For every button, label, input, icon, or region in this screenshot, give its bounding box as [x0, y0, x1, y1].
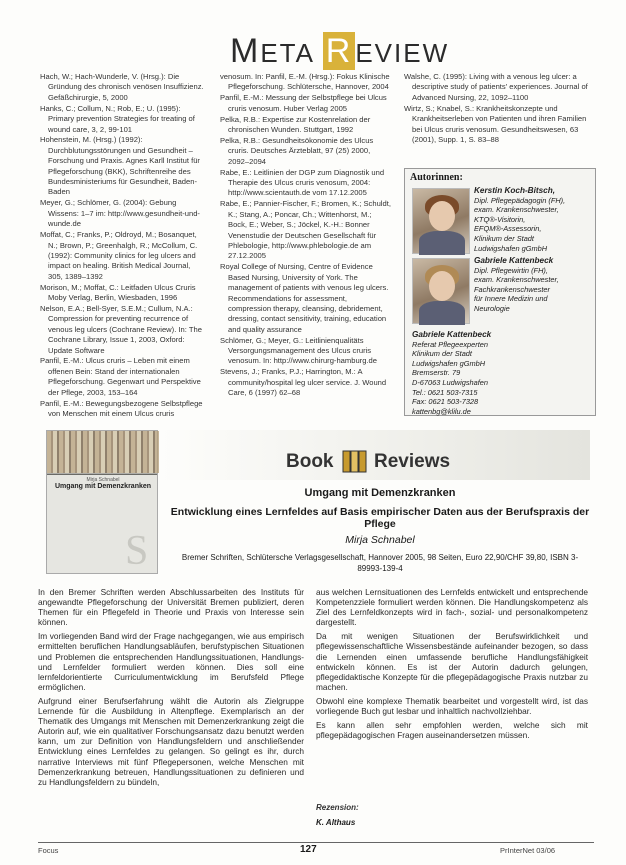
footer-journal-issue: PrInterNet 03/06 — [500, 846, 556, 855]
reference-entry: venosum. In: Panfil, E.-M. (Hrsg.): Fokus Klinische Pflegeforschung. Schlütersche, Hannover, 2004 — [220, 72, 390, 92]
review-subtitle: Entwicklung eines Lernfeldes auf Basis empirischer Daten aus der Berufspraxis der Pflege — [170, 506, 590, 530]
address-line: Tel.: 0621 503-7315 — [412, 387, 478, 397]
reference-entry: Panfil, E.-M.: Messung der Selbstpflege bei Ulcus cruris venosum. Huber Verlag 2005 — [220, 93, 387, 113]
author-1-line: Dipl. Pflegepädagogin (FH), — [474, 195, 566, 205]
logo-text-eview: EVIEW — [355, 38, 450, 68]
review-paragraph: In den Bremer Schriften werden Abschlussarbeiten des Instituts für angewandte Pflegeforschung der Universität Bremen publiziert, deren Themen für ein Pflegefeld in Theorie und Praxis von Interesse sein können. — [38, 587, 304, 628]
authors-heading: Autorinnen: — [410, 172, 463, 183]
reference-entry: Pelka, R.B.: Expertise zur Kostenrelation der chronischen Wunden. Stuttgart, 1992 — [220, 114, 371, 135]
journal-section-logo — [230, 32, 449, 71]
reference-entry: Meyer, G.; Schlömer, G. (2004): Gebung Wissens: 1–7 im: http://www.gesundheit-und-wunde.de — [40, 198, 200, 229]
book-cover-letter: S — [125, 528, 149, 574]
reference-entry: Panfil, E.-M.: Ulcus cruris – Leben mit einem offenen Bein: Stand der internationalen Pflegeforschung. Gegenwart und Perspektive der Pflege, 2003, 153–164 — [40, 356, 201, 397]
review-publication-info: Bremer Schriften, Schlütersche Verlagsgesellschaft, Hannover 2005, 98 Seiten, Euro 22,90/CHF 39,80, ISBN 3-89993-139-4 — [181, 553, 579, 573]
reviewer-name: K. Althaus — [316, 818, 356, 827]
reference-entry: Wirtz, S.; Knabel, S.: Krankheitskonzepte und Krankheitserleben von Patienten und ihren Familien bei Ulcus cruris venosum. Gesundheitswesen, 63 (2001), Supp. 1, S. 83–88 — [404, 103, 587, 144]
author-1-line: KTQ®-Visitorin, — [474, 214, 526, 224]
logo-letter-m: M — [230, 32, 261, 70]
author-photo-2 — [412, 258, 470, 324]
references-column-2 — [220, 72, 392, 398]
book-cover-image — [46, 430, 158, 574]
logo-text-eta: ETA — [260, 38, 314, 68]
email-link[interactable]: kattenbg@klilu.de — [412, 406, 471, 416]
section-label-reviews: Reviews — [374, 451, 451, 472]
author-2-name: Gabriele Kattenbeck — [474, 256, 554, 265]
author-1-line: EFQM®-Assessorin, — [474, 224, 542, 234]
review-paragraph: Im vorliegenden Band wird der Frage nachgegangen, wie aus empirisch ermittelten beruflichen Handlungsabläufen, berufstypischen Situationen und Problemen die entsprechenden Handlungssituationen, Handlungs- und Lernfelder formuliert werden können. Dies soll eine lernfeldorientierte Curriculumentwicklung im Berufsfeld Pflege ermöglichen. — [38, 631, 304, 692]
footer-section-name: Focus — [38, 846, 59, 855]
reference-entry: Moffat, C.; Franks, P.; Oldroyd, M.; Bosanquet, N.; Brown, P.; Greenhalgh, R.; McCollum, C. (1992): Community clinics for leg ulcers and impact on healing. British Medical Journal, 305, 1389–1392 — [40, 230, 198, 281]
address-line: Fax: 0621 503-7328 — [412, 397, 479, 407]
book-cover-author: Mirja Schnabel — [86, 477, 120, 483]
reference-entry: Rabe, E.: Leitlinien der DGP zum Diagnostik und Therapie des Ulcus cruris venosum, 2004: http://www.scientauth.de vom 17.12.2005 — [220, 167, 385, 198]
logo-letter-r: R — [323, 32, 356, 70]
review-body-column-2 — [316, 587, 588, 787]
reference-entry: Schlömer, G.; Meyer, G.: Leitlinienqualitäts Versorgungsmanagement des Ulcus cruris venosum. In: http://www.chirurg-hamburg.de — [220, 335, 377, 366]
author-2-line: exam. Krankenschwester, — [474, 275, 559, 285]
book-icon — [342, 449, 368, 473]
reference-entry: Stevens, J.; Franks, P.J.; Harrington, M.: A community/hospital leg ulcer service. J. Wound Care, 6 (1997) 62–68 — [220, 367, 387, 398]
author-1-name: Kerstin Koch-Bitsch, — [474, 186, 555, 195]
author-photo-1 — [412, 188, 470, 254]
review-title: Umgang mit Demenzkranken — [304, 487, 456, 499]
reference-entry: Hach, W.; Hach-Wunderle, V. (Hrsg.): Die Gründung des chronisch venösen Insuffizienz. Gefäßchirurgie, 5, 2000 — [40, 72, 204, 102]
address-line: Klinikum der Stadt — [412, 349, 472, 359]
book-cover-title: Umgang mit Demenzkranken — [54, 483, 152, 490]
contact-address — [412, 330, 592, 416]
author-2-info — [474, 256, 592, 314]
reference-entry: Hanks, C.; Collum, N.; Rob, E.; U. (1995): Primary prevention Strategies for treating of wound care, 3, 2, 99-101 — [40, 103, 195, 134]
page-number: 127 — [300, 844, 317, 855]
bookshelf-graphic — [47, 431, 159, 473]
reviewer-label: Rezension: — [316, 803, 359, 812]
reference-entry: Hohenstein, M. (Hrsg.) (1992): Durchblutungsstörungen und Gesundheit – Forschung und Praxis. Agnes Karll Institut für Pflegeforschung (BKK), Schriftenreihe des Bundesministeriums für Gesundheit, Baden-Baden — [40, 135, 200, 197]
address-line: Gabriele Kattenbeck — [412, 330, 492, 339]
reference-entry: Walshe, C. (1995): Living with a venous leg ulcer: a descriptive study of patients' experiences. Journal of Advanced Nursing, 22, 1092–1100 — [404, 72, 588, 102]
review-body-column-1 — [38, 587, 304, 835]
address-line: D-67063 Ludwigshafen — [412, 377, 489, 387]
review-paragraph: aus welchen Lernsituationen des Lernfelds entwickelt und entsprechende Kompetenzziele formuliert werden können. Die Handlungskompetenz als Ziel des Lernfeldkonzepts wird in fach-, sozial- und personalkompetenz dargestellt. — [316, 587, 588, 628]
review-paragraph: Es kann allen sehr empfohlen werden, welche sich mit pflegepädagogischen Fragen auseinandersetzen müssen. — [316, 720, 588, 741]
references-column-1 — [40, 72, 206, 418]
review-paragraph: Obwohl eine komplexe Thematik bearbeitet und vorgestellt wird, ist das vorliegende Buch gut lesbar und inhaltlich nachvollziehbar. — [316, 695, 588, 717]
reference-entry: Rabe, E.; Pannier-Fischer, F.; Bromen, K.; Schuldt, K.; Stang, A.; Poncar, Ch.; Wittenhorst, M.; Bock, E.; Weber, S.; Jöckel, K.-H.: Bonner Venenstudie der Deutschen Gesellschaft für Phlebologie, http://www.phlebologie.de am 27.12.2005 — [220, 199, 391, 261]
author-2-line: Neurologie — [474, 303, 510, 313]
reference-entry: Nelson, E.A.; Bell-Syer, S.E.M.; Cullum, N.A.: Compression for preventing recurrence of venous leg ulcers (Cochrane Review). In: The Cochrane Library, Issue 1, 2003, Oxford: Update Software — [40, 303, 202, 355]
author-1-line: Ludwigshafen gGmbH — [474, 243, 548, 253]
section-label-book: Book — [286, 451, 334, 472]
address-line: Referat Pflegeexperten — [412, 339, 489, 349]
review-book-author: Mirja Schnabel — [345, 534, 415, 546]
review-paragraph: Da mit wenigen Situationen der Berufswirklichkeit und pflegewissenschaftliche Wissensbestände aufeinander bezogen, so dass die Lernenden einen umfassende berufliche Handlungsfähigkeit entwickeln können. Es ist der Autorin dadurch gelungen, pflegedidaktische Konzepte für die pflegepädagogische Praxis nutzbar zu machen. — [316, 631, 588, 692]
author-1-line: Klinikum der Stadt — [474, 233, 534, 243]
reference-entry: Royal College of Nursing, Centre of Evidence Based Nursing, University of York. The management of patients with venous leg ulcers. Recommendations for assessment, compression therapy, cleansing, debridement, dressing, contact sensitivity, training, education and quality assurance — [220, 262, 389, 334]
address-line: Bremserstr. 79 — [412, 368, 461, 378]
author-2-line: Dipl. Pflegewirtin (FH), — [474, 265, 548, 275]
reference-entry: Pelka, R.B.: Gesundheitsökonomie des Ulcus cruris. Deutsches Ärzteblatt, 97 (25) 2000, 2092–2094 — [220, 135, 374, 166]
references-column-3 — [404, 72, 590, 158]
author-2-line: Fachkrankenschwester — [474, 284, 550, 294]
reference-entry: Morison, M.; Moffat, C.: Leitfaden Ulcus Cruris Moby Verlag, Berlin, Wiesbaden, 1996 — [40, 282, 196, 303]
review-paragraph: Aufgrund einer Berufserfahrung wählt die Autorin als Zielgruppe Lernende für die Ausbildung in Altenpflege. Exemplarisch an der Thematik des Umgangs mit Menschen mit Demenzerkrankung zeigt die Autorin auf, wie ein qualitativer Forschungsansatz dazu benutzt werden kann, um zur Definition von Handlungsfeldern und anschließender Entwicklung eines Lernfeldes zu gelangen. So gelingt es ihr, durch narrative Interviews mit fünf Pflegepersonen, welche Menschen mit Demenzerkrankung betreuen, Handlungssituationen zu definieren und zu Handlungsfeldern zu bündeln, — [38, 695, 304, 787]
footer-divider — [38, 842, 594, 843]
author-2-line: für Innere Medizin und — [474, 294, 548, 304]
author-1-line: exam. Krankenschwester, — [474, 205, 559, 215]
reference-entry: Panfil, E.-M.: Bewegungsbezogene Selbstpflege von Menschen mit einem Ulcus cruris — [40, 398, 203, 418]
address-line: Ludwigshafen gGmbH — [412, 358, 486, 368]
author-1-info — [474, 186, 592, 253]
